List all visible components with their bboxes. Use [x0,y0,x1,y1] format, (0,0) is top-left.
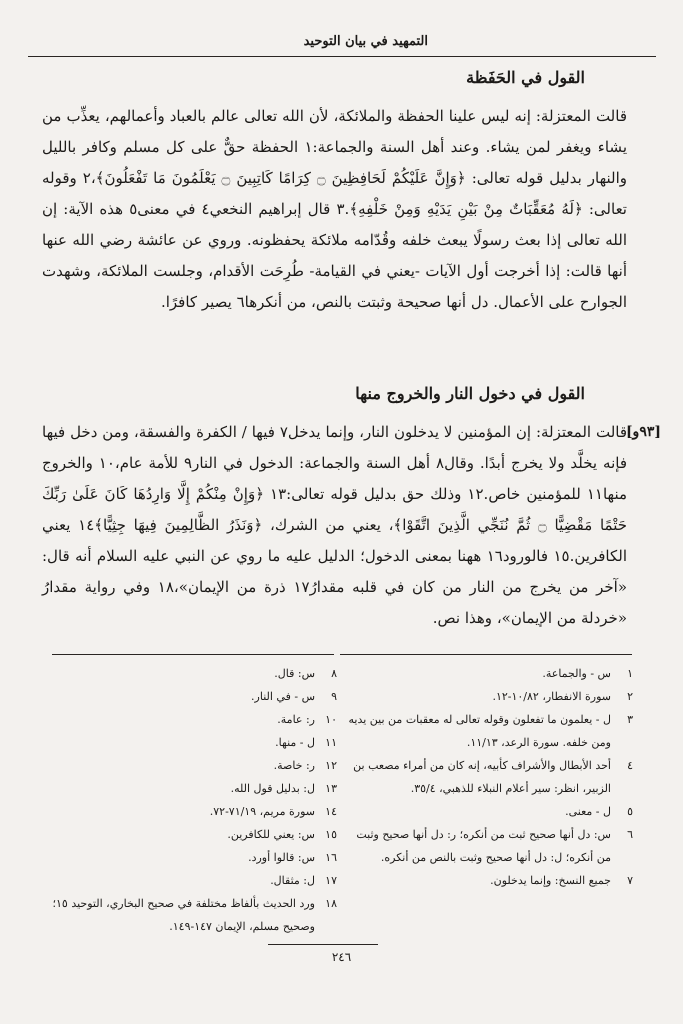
section-body-hell [42,417,627,634]
footnote-item: ٢ سورة الانفطار، ١٠/٨٢-١٢. [492,690,633,703]
footnote-divider-left [52,654,334,655]
footnotes-left-column [52,662,337,938]
running-header: التمهيد في بيان التوحيد [303,34,428,49]
page-number-divider [268,944,378,945]
section-body-hafaza [42,101,627,318]
footnote-item: ٨ س: قال. [274,667,337,680]
footnote-item: ١٢ ر: خاصة. [273,759,337,772]
footnote-item: ١٨ ورد الحديث بألفاظ مختلفة في صحيح البخاري، التوحيد ١٥؛ وصحيح مسلم، الإيمان ١٤٧-١٤٩. [52,897,337,933]
footnote-item: ١٦ س: قالوا أورد. [248,851,337,864]
footnote-item: ١٠ ر: عامة. [277,713,337,726]
footnote-item: ١ س - والجماعة. [542,667,633,680]
header-divider [28,56,656,57]
footnote-item: ٦ س: دل أنها صحيح ثبت من أنكره؛ ر: دل أنها صحيح وثبت من أنكره؛ ل: دل أنها صحيح وثبت بالنص من أنكره. [356,828,633,864]
section-heading-hell: القول في دخول النار والخروج منها [355,384,585,403]
footnote-item: ١١ ل - منها. [275,736,337,749]
manuscript-folio-marker: [٩٣و] [625,424,661,440]
page-number: ٢٤٦ [331,950,352,964]
footnotes-right-column [348,662,633,892]
footnote-item: ٣ ل - يعلمون ما تفعلون وقوله تعالى له معقبات من بين يديه ومن خلفه. سورة الرعد، ١١/١٣. [348,713,633,749]
footnote-item: ٩ س - في النار. [251,690,337,703]
paragraph-hell: قالت المعتزلة: إن المؤمنين لا يدخلون النار، وإنما يدخل٧ فيها / الكفرة والفسقة، ومن دخل فيها فإنه يخلَّد ولا يخرج أبدًا. وقال٨ أهل السنة والجماعة: الدخول في النار٩ للأمة عام،١٠ والخروج منها١١ للمؤمنين خاص.١٢ وذلك حق بدليل قوله تعالى:١٣ ﴿وَإِنْ مِنْكُمْ إِلَّا وَارِدُهَا كَانَ عَلَىٰ رَبِّكَ حَتْمًا مَقْضِيًّا ۝ ثُمَّ نُنَجِّي الَّذِينَ اتَّقَوْا﴾، يعني من الشرك، ﴿وَنَذَرُ الظَّالِمِينَ فِيهَا جِثِيًّا﴾١٤ يعني الكافرين.١٥ فالورود١٦ ههنا بمعنى الدخول؛ الدليل عليه ما روي عن النبي عليه السلام أنه قال: «آخر من يخرج من النار من كان في قلبه مقدارُ١٧ ذرة من الإيمان»،١٨ وفي رواية مقدارُ «خردلة من الإيمان»، وهذا نص. [42,423,628,627]
footnote-item: ٤ أحد الأبطال والأشراف كأبيه، إنه كان من أمراء مصعب بن الزبير، انظر: سير أعلام النبلاء للذهبي، ٣٥/٤. [353,759,633,795]
footnote-divider-right [340,654,632,655]
footnote-item: ١٣ ل: بدليل قول الله. [230,782,337,795]
paragraph-hafaza: قالت المعتزلة: إنه ليس علينا الحفظة والملائكة، لأن الله تعالى عالم بالعباد وأعمالهم، يعذِّب من يشاء ويغفر لمن يشاء. وعند أهل السنة والجماعة:١ الحفظة حقٌّ على كل مسلم وكافر بالليل والنهار بدليل قوله تعالى: ﴿وَإِنَّ عَلَيْكُمْ لَحَافِظِينَ ۝ كِرَامًا كَاتِبِينَ ۝ يَعْلَمُونَ مَا تَفْعَلُونَ﴾،٢ وقوله تعالى: ﴿لَهُ مُعَقِّبَاتٌ مِنْ بَيْنِ يَدَيْهِ وَمِنْ خَلْفِهِ﴾.٣ قال إبراهيم النخعي٤ في معنى٥ هذه الآية: إن الله تعالى إذا بعث رسولًا يبعث خلفه وقُدّامه ملائكة يحفظونه. وروي عن عائشة رضي الله عنها أنها قالت: إذا أخرجت أول الآيات -يعني في القيامة- طُرِحَت الأقدام، وجلست الملائكة، وشهدت الجوارح على الأعمال. دل أنها صحيحة وثبتت بالنص، من أنكرها٦ يصير كافرًا. [42,107,628,311]
footnote-item: ١٧ ل: مثقال. [270,874,337,887]
section-heading-hafaza: القول في الحَفَظة [466,68,585,87]
footnote-item: ١٤ سورة مريم، ٧١/١٩-٧٢. [209,805,337,818]
footnote-item: ٥ ل - معنى. [565,805,633,818]
footnote-item: ١٥ س: يعني للكافرين. [227,828,337,841]
footnote-item: ٧ جميع النسخ: وإنما يدخلون. [490,874,633,887]
